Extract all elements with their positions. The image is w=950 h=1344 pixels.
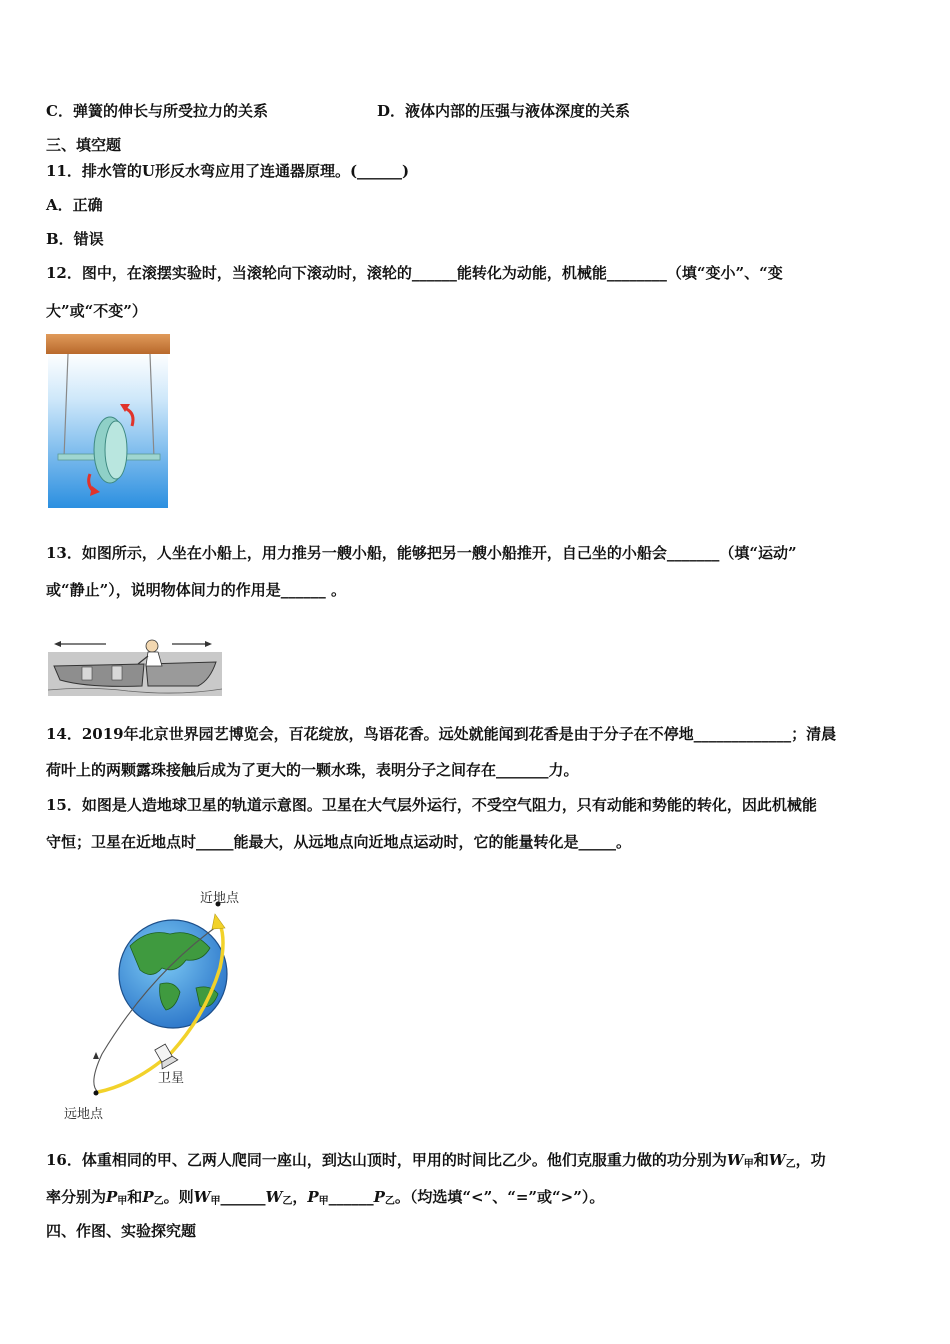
q16-w-symbol: W (726, 1151, 744, 1169)
q16-l2-sub-jia-3: 甲 (318, 1196, 329, 1207)
question-12-line-2: 大”或“不变”） (46, 302, 147, 320)
q16-blank-1: ______ (220, 1188, 266, 1206)
q16-sub-jia: 甲 (743, 1159, 754, 1170)
q16-l2-sub-yi-2: 乙 (282, 1196, 293, 1207)
question-14-line-1: 14．2019年北京世界园艺博览会，百花绽放，鸟语花香。远处就能闻到花香是由于分子在不停地_____________；清晨 (46, 725, 837, 743)
q16-l2-and: 和 (127, 1188, 143, 1206)
question-16-line-2 (46, 1187, 604, 1212)
q16-w-yi: W (265, 1188, 283, 1206)
option-d: D．液体内部的压强与液体深度的关系 (377, 102, 631, 120)
question-13-line-1: 13．如图所示，人坐在小船上，用力推另一艘小船，能够把另一艘小船推开，自己坐的小船会_______（填“运动” (46, 544, 797, 562)
question-15-line-1: 15．如图是人造地球卫星的轨道示意图。卫星在大气层外运行，不受空气阻力，只有动能和势能的转化，因此机械能 (46, 796, 817, 814)
q16-l2-comma: ， (292, 1188, 308, 1206)
q16-text-pre: 16．体重相同的甲、乙两人爬同一座山，到达山顶时，甲用的时间比乙少。他们克服重力做的功分别为 (46, 1151, 727, 1169)
q16-l2-sub-jia-2: 甲 (210, 1196, 221, 1207)
q16-l2-ze: 。则 (163, 1188, 194, 1206)
q16-and: 和 (753, 1151, 769, 1169)
q16-l2-sub-jia: 甲 (117, 1196, 128, 1207)
q16-l2-sub-yi: 乙 (153, 1196, 164, 1207)
q16-p-jia: P (307, 1188, 319, 1206)
satellite-label: 卫星 (158, 1071, 185, 1086)
q16-l2-pre: 率分别为 (46, 1188, 107, 1206)
q16-p-yi: P (373, 1188, 385, 1206)
perigee-label: 近地点 (200, 891, 240, 906)
question-12-line-1: 12．图中，在滚摆实验时，当滚轮向下滚动时，滚轮的______能转化为动能，机械能________（填“变小”、“变 (46, 264, 783, 282)
q16-w-symbol-2: W (768, 1151, 786, 1169)
question-11-option-a: A．正确 (46, 196, 103, 214)
q16-p-symbol: P (106, 1188, 118, 1206)
q16-text-post: ，功 (795, 1151, 826, 1169)
apogee-label: 远地点 (64, 1107, 104, 1122)
question-14-line-2: 荷叶上的两颗露珠接触后成为了更大的一颗水珠，表明分子之间存在_______力。 (46, 761, 579, 779)
q16-blank-2: ______ (328, 1188, 374, 1206)
q16-w-jia: W (193, 1188, 211, 1206)
section-4-heading: 四、作图、实验探究题 (46, 1222, 197, 1240)
question-11-option-b: B．错误 (46, 230, 104, 248)
q16-sub-yi: 乙 (785, 1159, 796, 1170)
option-c: C．弹簧的伸长与所受拉力的关系 (46, 102, 268, 120)
question-13-line-2: 或“静止”），说明物体间力的作用是______ 。 (46, 581, 346, 599)
satellite-orbit-figure (60, 884, 260, 1126)
question-15-line-2: 守恒；卫星在近地点时_____能最大，从远地点向近地点运动时，它的能量转化是_____。 (46, 833, 632, 851)
boats-figure (48, 636, 222, 696)
question-16-line-1 (46, 1150, 826, 1175)
section-3-heading: 三、填空题 (46, 136, 122, 154)
q16-l2-sub-yi-3: 乙 (384, 1196, 395, 1207)
question-11: 11．排水管的U形反水弯应用了连通器原理。(______) (46, 162, 410, 180)
q16-p-symbol-2: P (142, 1188, 154, 1206)
maxwell-pendulum-figure (46, 334, 170, 510)
q16-l2-end: 。（均选填“<”、“=”或“>”）。 (394, 1188, 605, 1206)
